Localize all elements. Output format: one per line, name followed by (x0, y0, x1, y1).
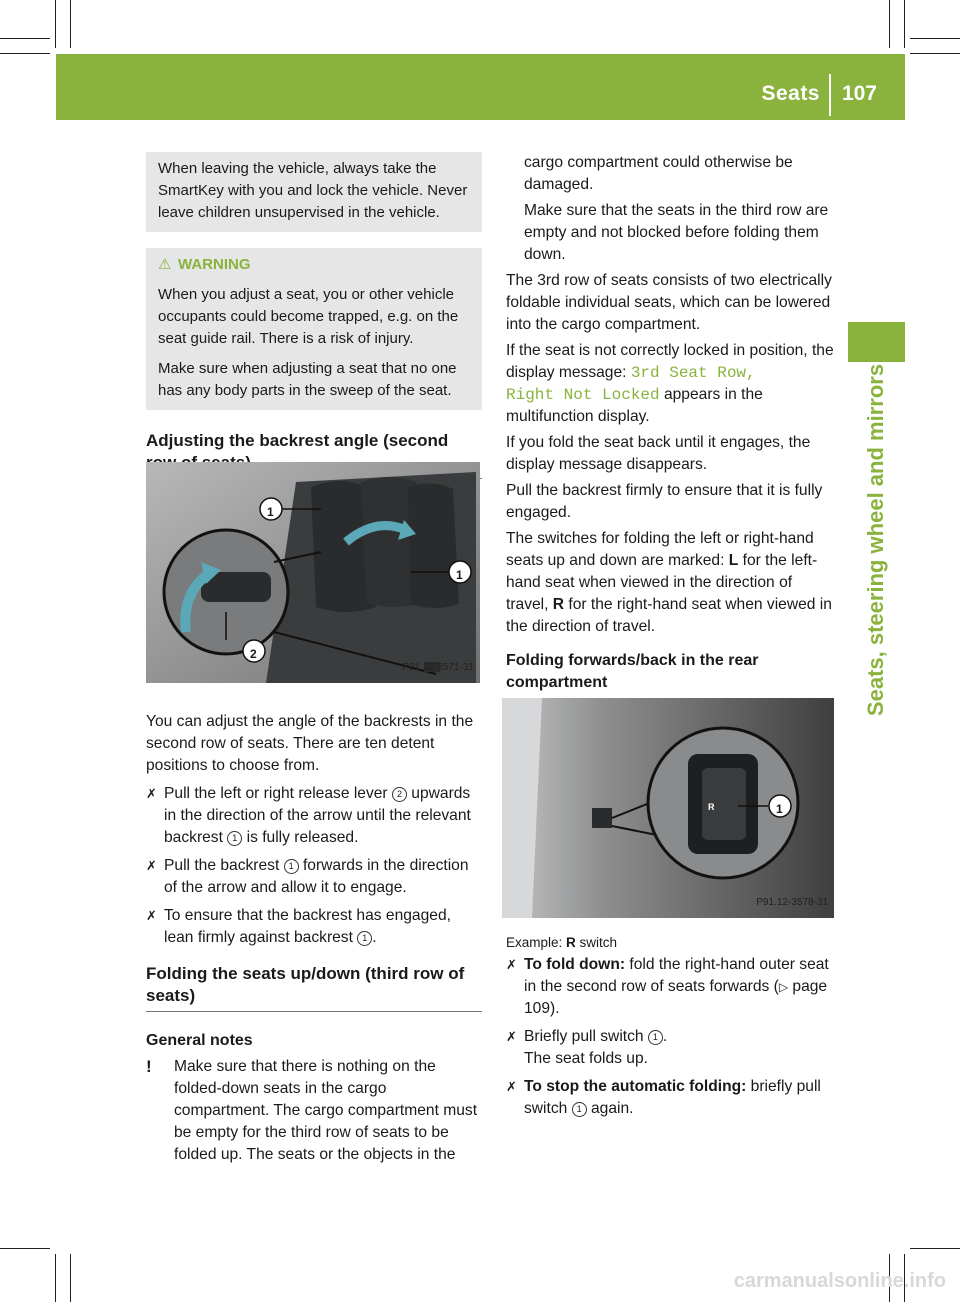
notice-continued: Make sure that the seats in the third row are empty and not blocked before folding them down. (524, 202, 829, 263)
subheading: General notes (146, 1032, 253, 1049)
step-arrow-icon: ✗ (146, 858, 157, 873)
instruction-step: ✗ Pull the left or right release lever 2 upwards in the direction of the arrow until the relevant backrest 1 is fully released. (146, 785, 471, 846)
fold-switch-illustration (502, 698, 834, 918)
warning-triangle-icon: ⚠ (158, 256, 172, 273)
section-heading: Adjusting the backrest angle (second (146, 430, 482, 479)
crop-mark (70, 0, 71, 48)
subheading: Folding forwards/back in the rear compartment (506, 652, 759, 691)
step-arrow-icon: ✗ (146, 786, 157, 801)
callout-label: 1 (267, 505, 274, 519)
crop-mark (0, 53, 50, 54)
instruction-step: ✗ Briefly pull switch 1 . The seat folds up. (506, 1028, 668, 1067)
warning-title: WARNING (178, 256, 251, 273)
instruction-step: ✗ To fold down: fold the right-hand outer seat in the second row of seats forwards (▷ page 109). (506, 956, 829, 1017)
info-text: When leaving the vehicle, always take the SmartKey with you and lock the vehicle. Never leave children unsupervised in the vehicle. (158, 160, 468, 221)
crop-mark (910, 1248, 960, 1249)
crop-mark (910, 38, 960, 39)
paragraph: The switches for folding the left or right-hand seats up and down are marked: L for the left-hand seat when viewed in the direction of travel, R for the right-hand seat when viewed in the direction of travel. (506, 530, 832, 635)
warning-text: When you adjust a seat, you or other vehicle occupants could become trapped, e.g. on the seat guide rail. There is a risk of injury. (158, 286, 459, 347)
info-box (146, 152, 482, 232)
callout-1-icon: 1 (648, 1030, 663, 1045)
section-title: Seats (761, 82, 820, 105)
crop-mark (904, 0, 905, 48)
step-arrow-icon: ✗ (146, 908, 157, 923)
header-divider (829, 74, 831, 116)
figure-caption: Example: R switch (506, 935, 618, 950)
figure-backrest (146, 462, 480, 683)
callout-label: 2 (250, 647, 257, 661)
paragraph: The 3rd row of seats consists of two electrically foldable individual seats, which can be lowered into the cargo compartment. (506, 272, 832, 333)
instruction-step: ✗ To ensure that the backrest has engaged, lean firmly against backrest 1 . (146, 907, 451, 946)
notice-continued: cargo compartment could otherwise be damaged. (524, 154, 793, 193)
page-number: 107 (841, 82, 877, 105)
step-arrow-icon: ✗ (506, 1029, 517, 1044)
warning-box (146, 248, 482, 410)
display-message: Right Not Locked (506, 386, 660, 404)
paragraph: If you fold the seat back until it engages, the display message disappears. (506, 434, 811, 473)
crop-mark (889, 0, 890, 48)
display-message: 3rd Seat Row, (630, 364, 756, 382)
paragraph: Pull the backrest firmly to ensure that it is fully engaged. (506, 482, 823, 521)
right-column (506, 152, 836, 1120)
callout-1-icon: 1 (572, 1102, 587, 1117)
warning-heading (158, 254, 472, 276)
callout-label: 1 (776, 802, 783, 816)
callout-label: 1 (456, 568, 463, 582)
paragraph: If the seat is not correctly locked in position, the display message: 3rd Seat Row, Right Not Locked appears in the multifunction display. (506, 342, 834, 425)
paragraph: You can adjust the angle of the backrests in the second row of seats. There are ten detent positions to choose from. (146, 713, 474, 774)
figure-code: P91.12-3578-31 (756, 897, 828, 908)
figure-code: P91.12-3571-31 (402, 662, 474, 673)
crop-mark (55, 1254, 56, 1302)
page-header (56, 54, 905, 120)
crop-mark (910, 53, 960, 54)
callout-2-icon: 2 (392, 787, 407, 802)
notice-paragraph: ! Make sure that there is nothing on the folded-down seats in the cargo compartment. The cargo compartment must be empty for the third row of seats to be folded up. The seats or the objects in the (146, 1057, 478, 1163)
chapter-title: Seats, steering wheel and mirrors (863, 363, 888, 717)
figure-fold-switch (502, 698, 834, 918)
notice-mark: ! (146, 1057, 152, 1076)
callout-1-icon: 1 (357, 931, 372, 946)
crop-mark (0, 1248, 50, 1249)
crop-mark (70, 1254, 71, 1302)
site-watermark: carmanualsonline.info (733, 1270, 946, 1292)
warning-text: Make sure when adjusting a seat that no one has any body parts in the sweep of the seat. (158, 360, 457, 399)
page-ref-icon: ▷ (778, 980, 789, 994)
instruction-step: ✗ Pull the backrest 1 forwards in the direction of the arrow and allow it to engage. (146, 857, 469, 896)
callout-1-icon: 1 (284, 859, 299, 874)
svg-text:R: R (708, 802, 715, 812)
step-result: The seat folds up. (524, 1050, 648, 1067)
instruction-step: ✗ To stop the automatic folding: briefly pull switch 1 again. (506, 1078, 821, 1117)
crop-mark (55, 0, 56, 48)
step-arrow-icon: ✗ (506, 957, 517, 972)
backrest-illustration (146, 462, 480, 683)
step-arrow-icon: ✗ (506, 1079, 517, 1094)
section-heading: Folding the seats up/down (third row of seats) (146, 963, 482, 1012)
callout-1-icon: 1 (227, 831, 242, 846)
crop-mark (0, 38, 50, 39)
